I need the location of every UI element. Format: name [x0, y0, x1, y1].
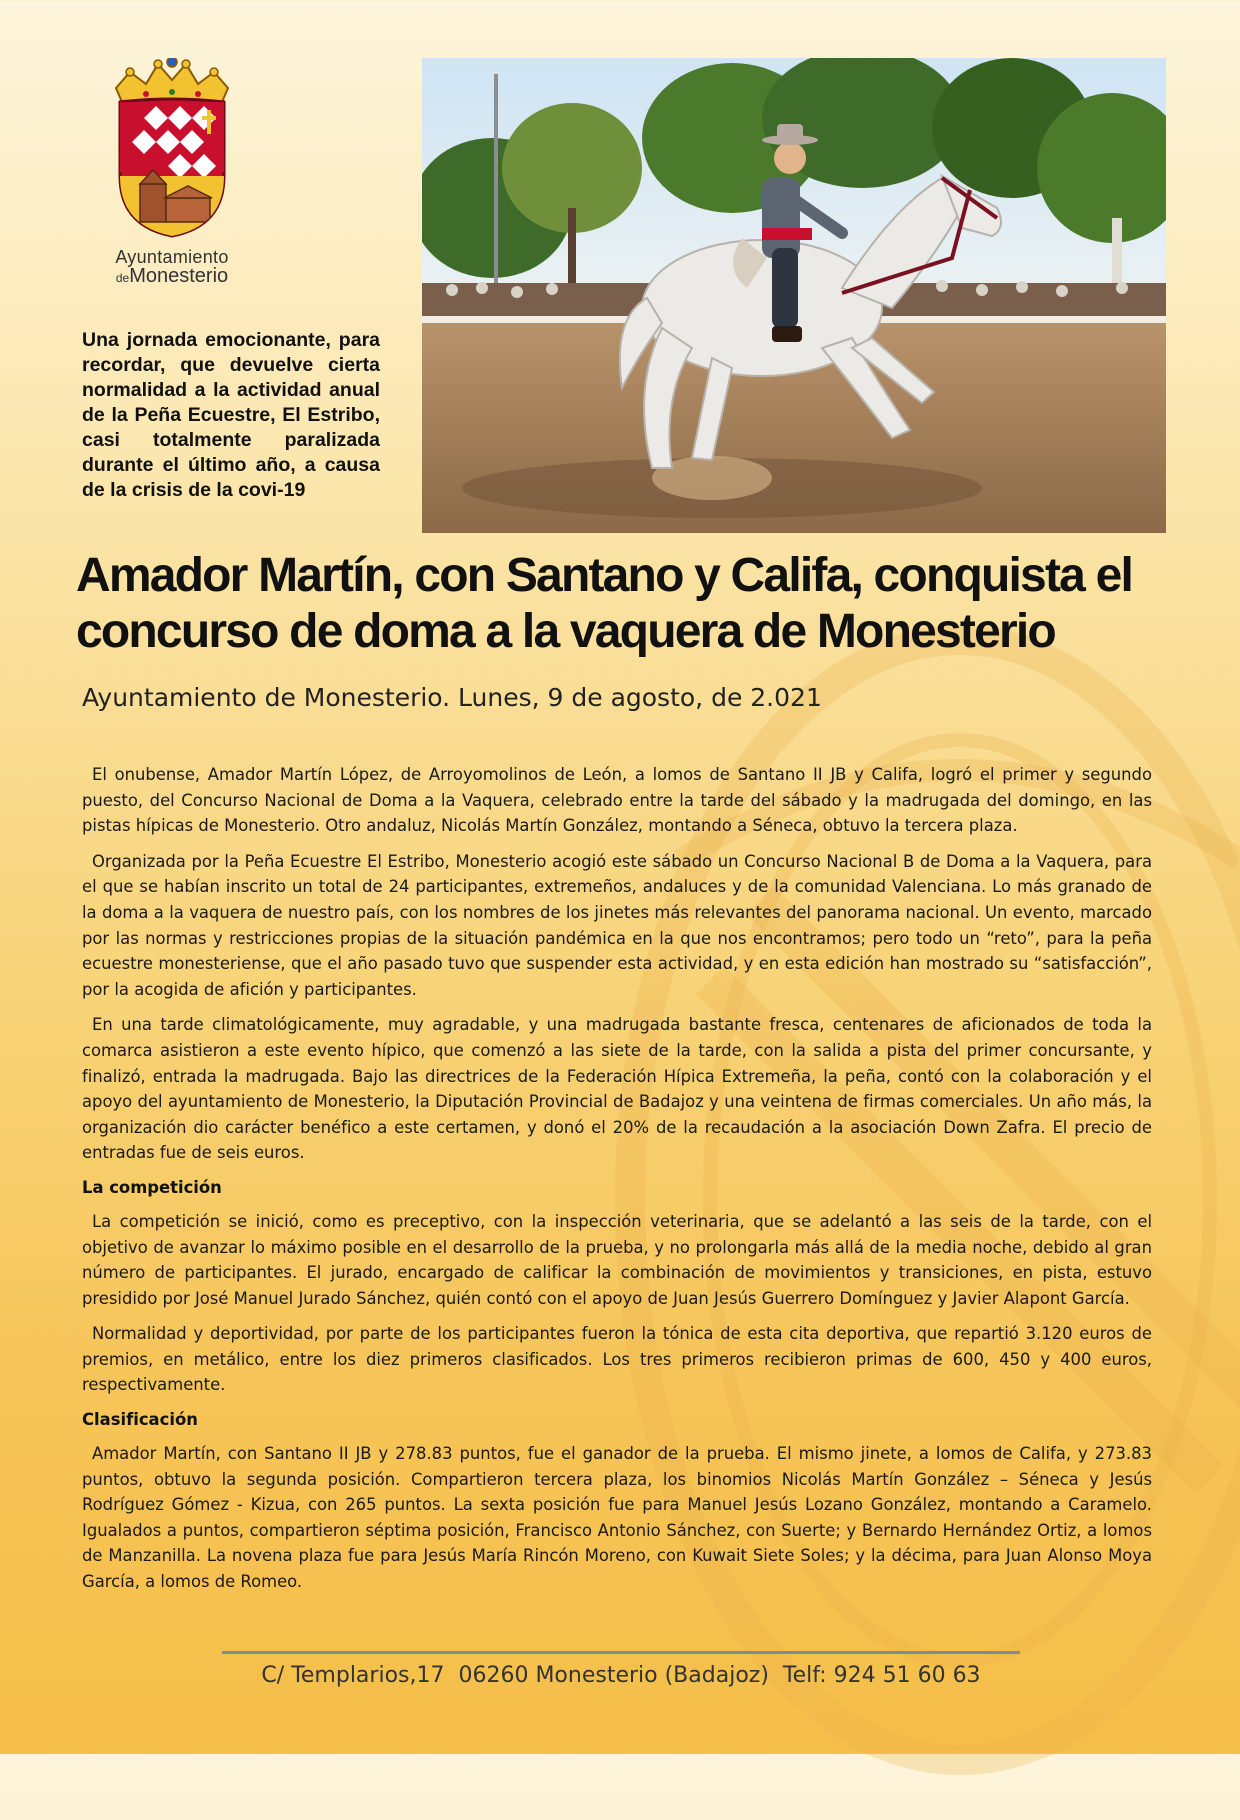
- logo-line-2: [96, 266, 248, 286]
- section-heading-clasificacion: Clasificación: [82, 1410, 198, 1430]
- footer-address: C/ Templarios,17 06260 Monesterio (Badajoz) Telf: 924 51 60 63: [261, 1663, 981, 1688]
- article-body: [82, 762, 1152, 1605]
- logo-line-2-prefix: de: [115, 271, 130, 285]
- municipal-logo: [96, 58, 248, 286]
- logo-line-2-main: Monesterio: [129, 265, 229, 287]
- article-dateline: Ayuntamiento de Monesterio. Lunes, 9 de agosto, de 2.021: [82, 683, 822, 712]
- article-headline: Amador Martín, con Santano y Califa, conquista el concurso de doma a la vaquera de Monesterio: [76, 549, 1132, 658]
- article-paragraph: Normalidad y deportividad, por parte de los participantes fueron la tónica de esta cita deportiva, que repartió 3.120 euros de premios, en metálico, entre los diez primeros clasificados. Los tres primeros recibieron primas de 600, 450 y 400 euros, respectivamente.: [82, 1324, 1152, 1395]
- article-paragraph: La competición se inició, como es preceptivo, con la inspección veterinaria, que se adelantó a las seis de la tarde, con el objetivo de avanzar lo máximo posible en el desarrollo de la prueba, y no prolongarla más allá de la media noche, debido al gran número de participantes. El jurado, encargado de calificar la combinación de movimientos y transiciones, en pista, estuvo presidido por José Manuel Jurado Sánchez, quién contó con el apoyo de Juan Jesús Guerrero Domínguez y Javier Alapont García.: [82, 1211, 1152, 1308]
- section-heading-competicion: La competición: [82, 1177, 222, 1197]
- logo-line-1: Ayuntamiento: [115, 247, 229, 267]
- intro-summary: Una jornada emocionante, para recordar, que devuelve cierta normalidad a la actividad anual de la Peña Ecuestre, El Estribo, casi totalmente paralizada durante el último año, a causa de la crisis de la covi-19: [82, 329, 380, 501]
- footer-divider: [222, 1651, 1020, 1654]
- article-paragraph: En una tarde climatológicamente, muy agradable, y una madrugada bastante fresca, centenares de aficionados de toda la comarca asistieron a este evento hípico, que comenzó a las siete de la tarde, con la salida a pista del primer concursante, y finalizó, entrada la madrugada. Bajo las directrices de la Federación Hípica Extremeña, la peña, contó con la colaboración y el apoyo del ayuntamiento de Monesterio, la Diputación Provincial de Badajoz y una veintena de firmas comerciales. Un año más, la organización dio carácter benéfico a este certamen, y donó el 20% de la recaudación a la asociación Down Zafra. El precio de entradas fue de seis euros.: [82, 1015, 1152, 1163]
- horse-rider-photo: [422, 58, 1166, 533]
- crown-icon: [116, 58, 228, 102]
- coat-of-arms-icon: [106, 58, 238, 240]
- article-paragraph: Organizada por la Peña Ecuestre El Estribo, Monesterio acogió este sábado un Concurso Nacional B de Doma a la Vaquera, para el que se habían inscrito un total de 24 participantes, extremeños, andaluces y de la comunidad Valenciana. Lo más granado de la doma a la vaquera de nuestro país, con los nombres de los jinetes más relevantes del panorama nacional. Un evento, marcado por las normas y restricciones propias de la situación pandémica en la que nos encontramos; pero todo un “reto”, para la peña ecuestre monesteriense, que el año pasado tuvo que suspender esta actividad, y en esta edición han mostrado su “satisfacción”, por la acogida de afición y participantes.: [82, 851, 1152, 999]
- article-paragraph: El onubense, Amador Martín López, de Arroyomolinos de León, a lomos de Santano II JB y Califa, logró el primer y segundo puesto, del Concurso Nacional de Doma a la Vaquera, celebrado entre la tarde del sábado y la madrugada del domingo, en las pistas hípicas de Monesterio. Otro andaluz, Nicolás Martín González, montando a Séneca, obtuvo la tercera plaza.: [82, 765, 1152, 836]
- article-paragraph: Amador Martín, con Santano II JB y 278.83 puntos, fue el ganador de la prueba. El mismo jinete, a lomos de Califa, y 273.83 puntos, obtuvo la segunda posición. Compartieron tercera plaza, los binomios Nicolás Martín González – Séneca y Jesús Rodríguez Gómez - Kizua, con 265 puntos. La sexta posición fue para Manuel Jesús Lozano González, montando a Caramelo. Igualados a puntos, compartieron séptima posición, Francisco Antonio Sánchez, con Suerte; y Bernardo Hernández Ortiz, a lomos de Manzanilla. La novena plaza fue para Jesús María Rincón Moreno, con Kuwait Siete Soles; y la décima, para Juan Alonso Moya García, a lomos de Romeo.: [82, 1444, 1152, 1592]
- logo-caption: [96, 248, 248, 286]
